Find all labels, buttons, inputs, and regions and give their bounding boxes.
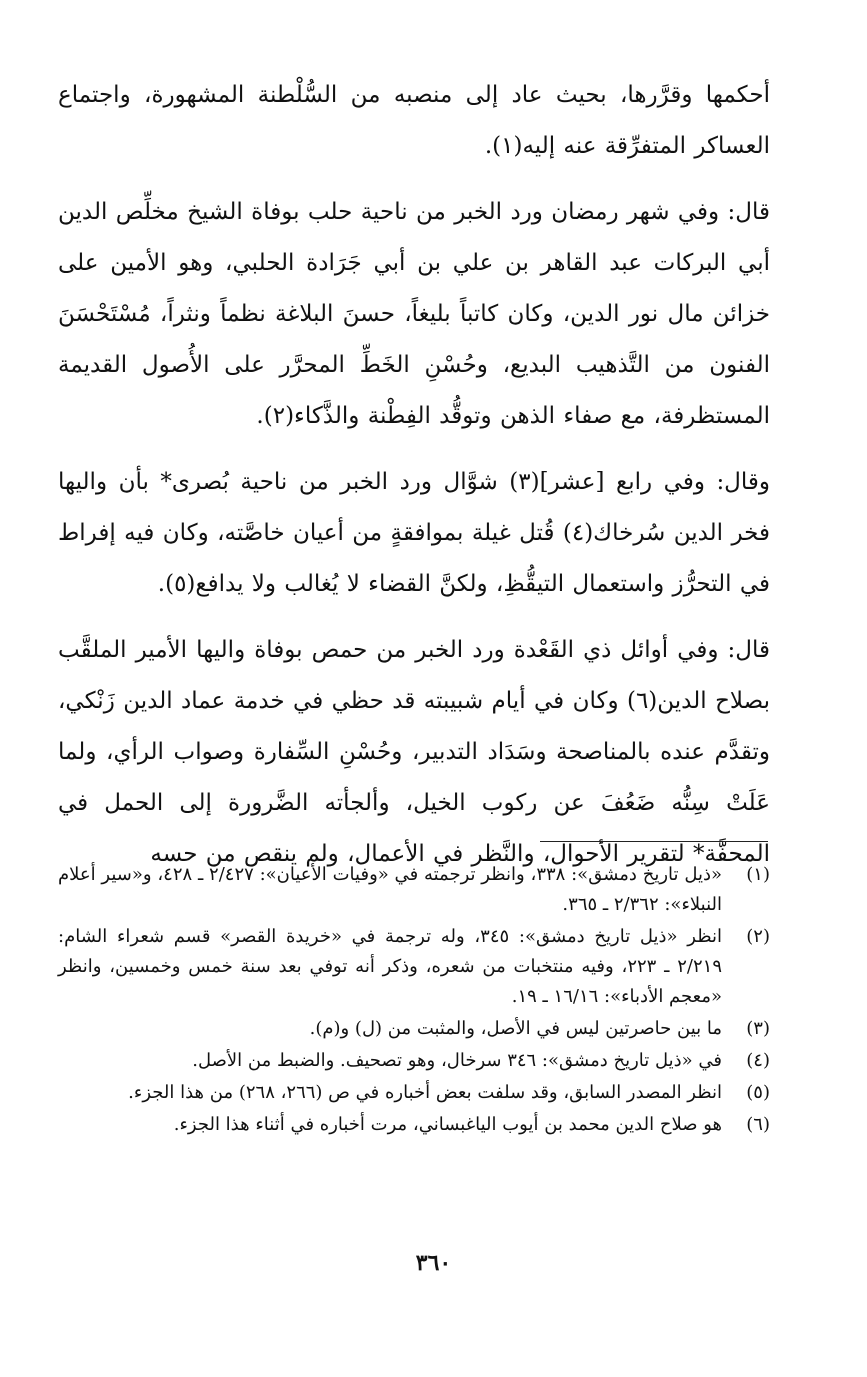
page-number: ٣٦٠ [415,1250,452,1276]
footnote [58,1014,770,1044]
footnote [58,1046,770,1076]
footnote-text: ما بين حاصرتين ليس في الأصل، والمثبت من (ل) و(م). [309,1018,722,1039]
paragraph: قال: وفي شهر رمضان ورد الخبر من ناحية حلب بوفاة الشيخ مخلِّص الدين أبي البركات عبد القاهر بن علي بن أبي جَرَادة الحلبي، وهو الأمين على خزائن مال نور الدين، وكان كاتباً بليغاً، حسنَ البلاغة نظماً ونثراً، مُسْتَحْسَنَ الفنون من التَّذهيب البديع، وحُسْنِ الخَطِّ المحرَّر على الأُصول القديمة المستظرفة، مع صفاء الذهن وتوقُّد الفِطْنة والذَّكاء(٢). [58,199,770,429]
paragraph: قال: وفي أوائل ذي القَعْدة ورد الخبر من حمص بوفاة واليها الأمير الملقَّب بصلاح الدين(٦) وكان في أيام شبيبته قد حظي في خدمة عماد الدين زَنْكي، وتقدَّم عنده بالمناصحة وسَدَاد التدبير، وحُسْنِ السِّفارة وصواب الرأي، ولما عَلَتْ سِنُّه ضَعُفَ عن ركوب الخيل، وألجأته الضَّرورة إلى الحمل في المحفَّة* لتقرير الأحوال، والنَّظر في الأعمال، ولم ينقص من حسه [58,637,770,867]
paragraph: وقال: وفي رابع [عشر](٣) شوَّال ورد الخبر من ناحية بُصرى* بأن واليها فخر الدين سُرخاك(٤) قُتل غيلة بموافقةٍ من أعيان خاصَّته، وكان فيه إفراط في التحرُّز واستعمال التيقُّظِ، ولكنَّ القضاء لا يُغالب ولا يدافع(٥). [58,469,771,597]
footnote-number: (٥) [746,1082,770,1103]
footnote-text: في «ذيل تاريخ دمشق»: ٣٤٦ سرخال، وهو تصحيف. والضبط من الأصل. [192,1050,722,1071]
paragraph: أحكمها وقرَّرها، بحيث عاد إلى منصبه من السُّلْطنة المشهورة، واجتماع العساكر المتفرِّقة عنه إليه(١). [58,82,770,159]
footnote-separator [540,841,768,842]
footnote [58,1078,770,1108]
footnote-number: (١) [746,864,770,885]
main-text [58,70,770,880]
footnote-number: (٤) [746,1050,770,1071]
footnotes [58,860,770,1140]
footnote-number: (٦) [746,1114,770,1135]
footnote [58,1110,770,1140]
footnote-number: (٣) [746,1018,770,1039]
footnote-text: «ذيل تاريخ دمشق»: ٣٣٨، وانظر ترجمته في «وفيات الأعيان»: ٢/٤٢٧ ـ ٤٢٨، و«سير أعلام النبلاء»: ٢/٣٦٢ ـ ٣٦٥. [58,864,722,915]
footnote [58,922,770,1012]
footnote [58,860,770,920]
footnote-text: انظر المصدر السابق، وقد سلفت بعض أخباره في ص (٢٦٦، ٢٦٨) من هذا الجزء. [128,1082,722,1103]
footnote-text: انظر «ذيل تاريخ دمشق»: ٣٤٥، وله ترجمة في «خريدة القصر» قسم شعراء الشام: ٢/٢١٩ ـ ٢٢٣، وفيه منتخبات من شعره، وذكر أنه توفي بعد سنة خمس وخمسين، وانظر «معجم الأدباء»: ١٦/١٦ ـ ١٩. [58,926,722,1007]
footnote-text: هو صلاح الدين محمد بن أيوب الياغبساني، مرت أخباره في أثناء هذا الجزء. [173,1114,722,1135]
footnote-number: (٢) [746,926,770,947]
